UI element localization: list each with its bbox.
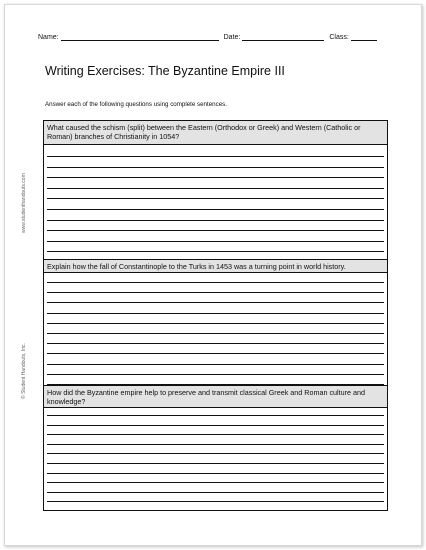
answer-line (47, 364, 384, 365)
answer-line (47, 444, 384, 445)
answer-line (47, 463, 384, 464)
name-label: Name: (38, 34, 59, 41)
answer-line (47, 501, 384, 502)
question-block-2 (44, 259, 387, 385)
answer-line (47, 220, 384, 221)
answer-line (47, 198, 384, 199)
answer-line (47, 188, 384, 189)
sidebar-website: www.studenthandouts.com (21, 173, 27, 233)
answer-line (47, 425, 384, 426)
answer-line (47, 434, 384, 435)
name-blank (61, 32, 219, 41)
answer-line (47, 302, 384, 303)
answer-line (47, 353, 384, 354)
sidebar-copyright: © Student Handouts, Inc. (21, 343, 27, 399)
answer-line (47, 292, 384, 293)
answer-line (47, 209, 384, 210)
answer-line (47, 282, 384, 283)
answer-line (47, 156, 384, 157)
answer-line (47, 374, 384, 375)
answer-line (47, 241, 384, 242)
answer-line (47, 333, 384, 334)
answer-line (47, 343, 384, 344)
question-block-1 (44, 121, 387, 258)
date-blank (242, 32, 324, 41)
student-info-header (38, 29, 384, 41)
question-text-2: Explain how the fall of Constantinople to the Turks in 1453 was a turning point in world history. (44, 259, 387, 273)
answer-line (47, 415, 384, 416)
answer-line (47, 177, 384, 178)
class-label: Class: (329, 34, 349, 41)
answer-line (47, 492, 384, 493)
date-label: Date: (223, 34, 241, 41)
worksheet-title: Writing Exercises: The Byzantine Empire III (45, 64, 285, 78)
answer-line (47, 453, 384, 454)
answer-line (47, 482, 384, 483)
question-block-3 (44, 385, 387, 511)
answer-line (47, 251, 384, 252)
answer-line (47, 230, 384, 231)
question-text-3: How did the Byzantine empire help to preserve and transmit classical Greek and Roman culture and knowledge? (44, 385, 387, 408)
instructions-text: Answer each of the following questions using complete sentences. (45, 101, 227, 108)
answer-line (47, 323, 384, 324)
class-blank (351, 32, 377, 41)
question-text-1: What caused the schism (split) between the Eastern (Orthodox or Greek) and Western (Catholic or Roman) branches of Christianity in 1054? (44, 121, 387, 145)
questions-box (43, 120, 388, 511)
answer-line (47, 167, 384, 168)
answer-line (47, 313, 384, 314)
answer-line (47, 473, 384, 474)
